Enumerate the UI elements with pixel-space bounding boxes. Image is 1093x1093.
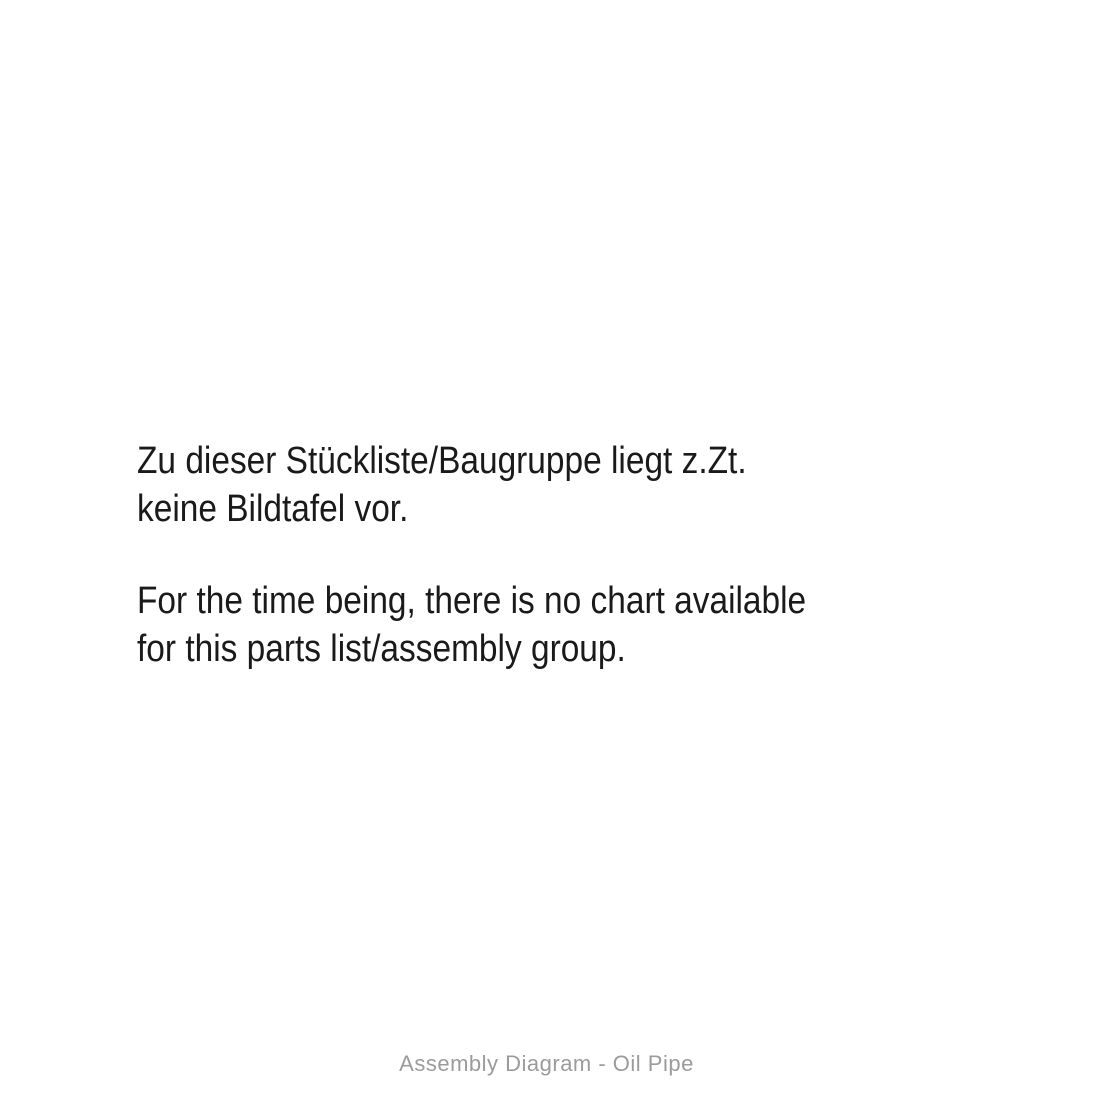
page-caption: Assembly Diagram - Oil Pipe [399,1051,694,1076]
notice-paragraph-german [137,437,806,533]
notice-paragraph-english [137,577,806,673]
notice-german-line-1: Zu dieser Stückliste/Baugruppe liegt z.Zt. [137,440,747,482]
notice-english-line-2: for this parts list/assembly group. [137,628,626,670]
notice-german-line-2: keine Bildtafel vor. [137,488,409,530]
notice-english-line-1: For the time being, there is no chart available [137,580,807,622]
no-chart-notice [137,437,806,673]
